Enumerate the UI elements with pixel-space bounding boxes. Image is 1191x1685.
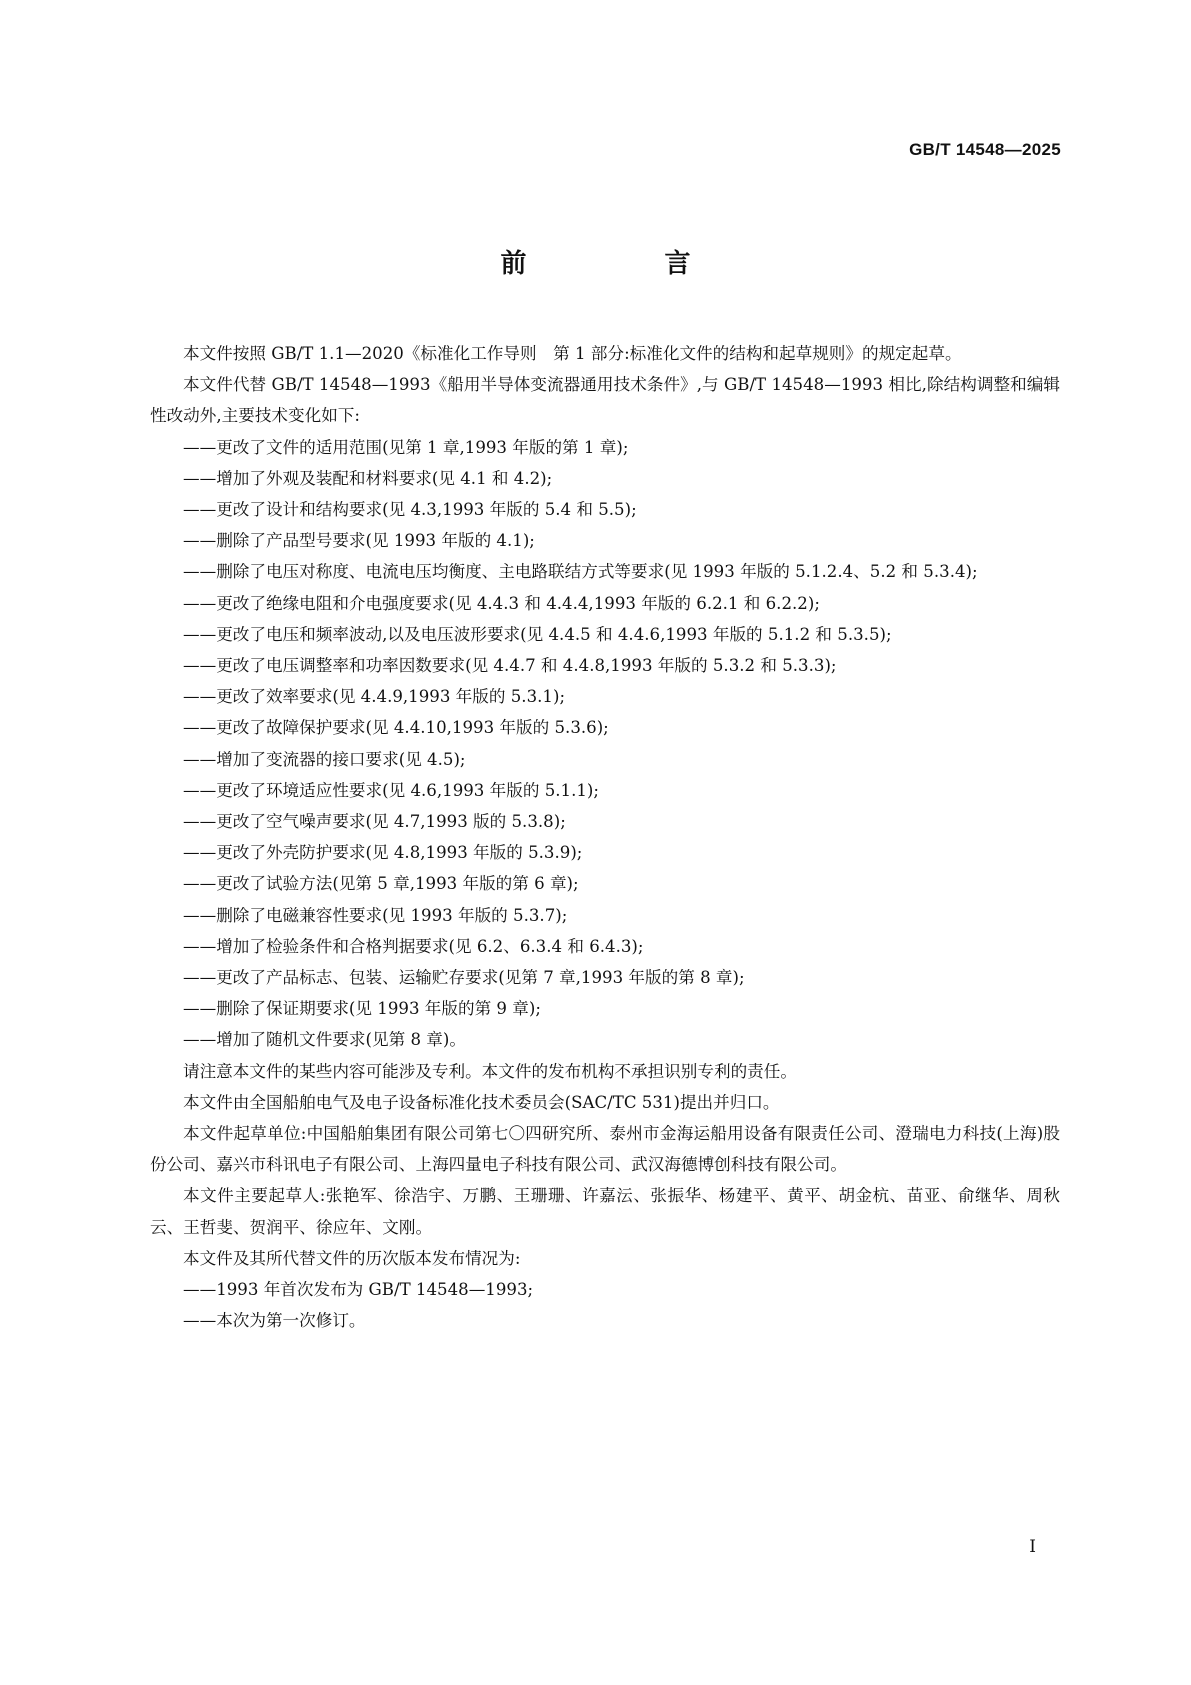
list-item: ——删除了电压对称度、电流电压均衡度、主电路联结方式等要求(见 1993 年版的 5.1.2.4、5.2 和 5.3.4); xyxy=(183,562,978,582)
paragraph-proposer: 本文件由全国船舶电气及电子设备标准化技术委员会(SAC/TC 531)提出并归口。 xyxy=(183,1092,780,1112)
changes-list xyxy=(150,432,1060,1056)
list-item: ——更改了电压调整率和功率因数要求(见 4.4.7 和 4.4.8,1993 年版的 5.3.2 和 5.3.3); xyxy=(183,656,837,676)
list-item: ——更改了试验方法(见第 5 章,1993 年版的第 6 章); xyxy=(183,874,579,894)
list-item: ——更改了故障保护要求(见 4.4.10,1993 年版的 5.3.6); xyxy=(183,718,609,738)
list-item: ——更改了设计和结构要求(见 4.3,1993 年版的 5.4 和 5.5); xyxy=(183,500,637,520)
list-item: ——更改了效率要求(见 4.4.9,1993 年版的 5.3.1); xyxy=(183,687,566,707)
paragraph-drafters: 本文件主要起草人:张艳军、徐浩宇、万鹏、王珊珊、许嘉沄、张振华、杨建平、黄平、胡金杭、苗亚、俞继华、周秋云、王哲斐、贺润平、徐应年、文刚。 xyxy=(150,1186,1060,1237)
list-item: ——1993 年首次发布为 GB/T 14548—1993; xyxy=(183,1280,534,1300)
list-item: ——更改了绝缘电阻和介电强度要求(见 4.4.3 和 4.4.4,1993 年版的 6.2.1 和 6.2.2); xyxy=(183,593,820,613)
list-item: ——更改了环境适应性要求(见 4.6,1993 年版的 5.1.1); xyxy=(183,780,599,800)
paragraph-drafting-rules: 本文件按照 GB/T 1.1—2020《标准化工作导则 第 1 部分:标准化文件的结构和起草规则》的规定起草。 xyxy=(183,344,962,363)
list-item: ——增加了外观及装配和材料要求(见 4.1 和 4.2); xyxy=(183,468,553,488)
page-title: 前 言 xyxy=(500,249,747,279)
paragraph-patent-notice: 请注意本文件的某些内容可能涉及专利。本文件的发布机构不承担识别专利的责任。 xyxy=(183,1061,797,1081)
list-item: ——增加了随机文件要求(见第 8 章)。 xyxy=(183,1030,466,1050)
list-item: ——删除了产品型号要求(见 1993 年版的 4.1); xyxy=(183,531,535,551)
list-item: ——更改了电压和频率波动,以及电压波形要求(见 4.4.5 和 4.4.6,1993 年版的 5.1.2 和 5.3.5); xyxy=(183,624,892,644)
list-item: ——增加了检验条件和合格判据要求(见 6.2、6.3.4 和 6.4.3); xyxy=(183,936,644,956)
list-item: ——增加了变流器的接口要求(见 4.5); xyxy=(183,749,466,769)
document-body xyxy=(150,338,1060,1337)
list-item: ——更改了产品标志、包装、运输贮存要求(见第 7 章,1993 年版的第 8 章); xyxy=(183,968,745,988)
page-number: I xyxy=(1029,1537,1036,1557)
list-item: ——删除了电磁兼容性要求(见 1993 年版的 5.3.7); xyxy=(183,905,568,925)
list-item: ——更改了外壳防护要求(见 4.8,1993 年版的 5.3.9); xyxy=(183,843,583,863)
list-item: ——删除了保证期要求(见 1993 年版的第 9 章); xyxy=(183,999,541,1019)
paragraph-replaces: 本文件代替 GB/T 14548—1993《船用半导体变流器通用技术条件》,与 GB/T 14548—1993 相比,除结构调整和编辑性改动外,主要技术变化如下: xyxy=(150,375,1060,426)
list-item: ——本次为第一次修订。 xyxy=(183,1311,366,1331)
list-item: ——更改了空气噪声要求(见 4.7,1993 版的 5.3.8); xyxy=(183,812,566,832)
paragraph-history-intro: 本文件及其所代替文件的历次版本发布情况为: xyxy=(183,1248,521,1268)
paragraph-drafting-units: 本文件起草单位:中国船舶集团有限公司第七〇四研究所、泰州市金海运船用设备有限责任公司、澄瑞电力科技(上海)股份公司、嘉兴市科讯电子有限公司、上海四量电子科技有限公司、武汉海德博创科技有限公司。 xyxy=(150,1124,1060,1175)
history-list xyxy=(150,1274,1060,1336)
list-item: ——更改了文件的适用范围(见第 1 章,1993 年版的第 1 章); xyxy=(183,437,629,457)
document-id: GB/T 14548—2025 xyxy=(909,140,1061,159)
